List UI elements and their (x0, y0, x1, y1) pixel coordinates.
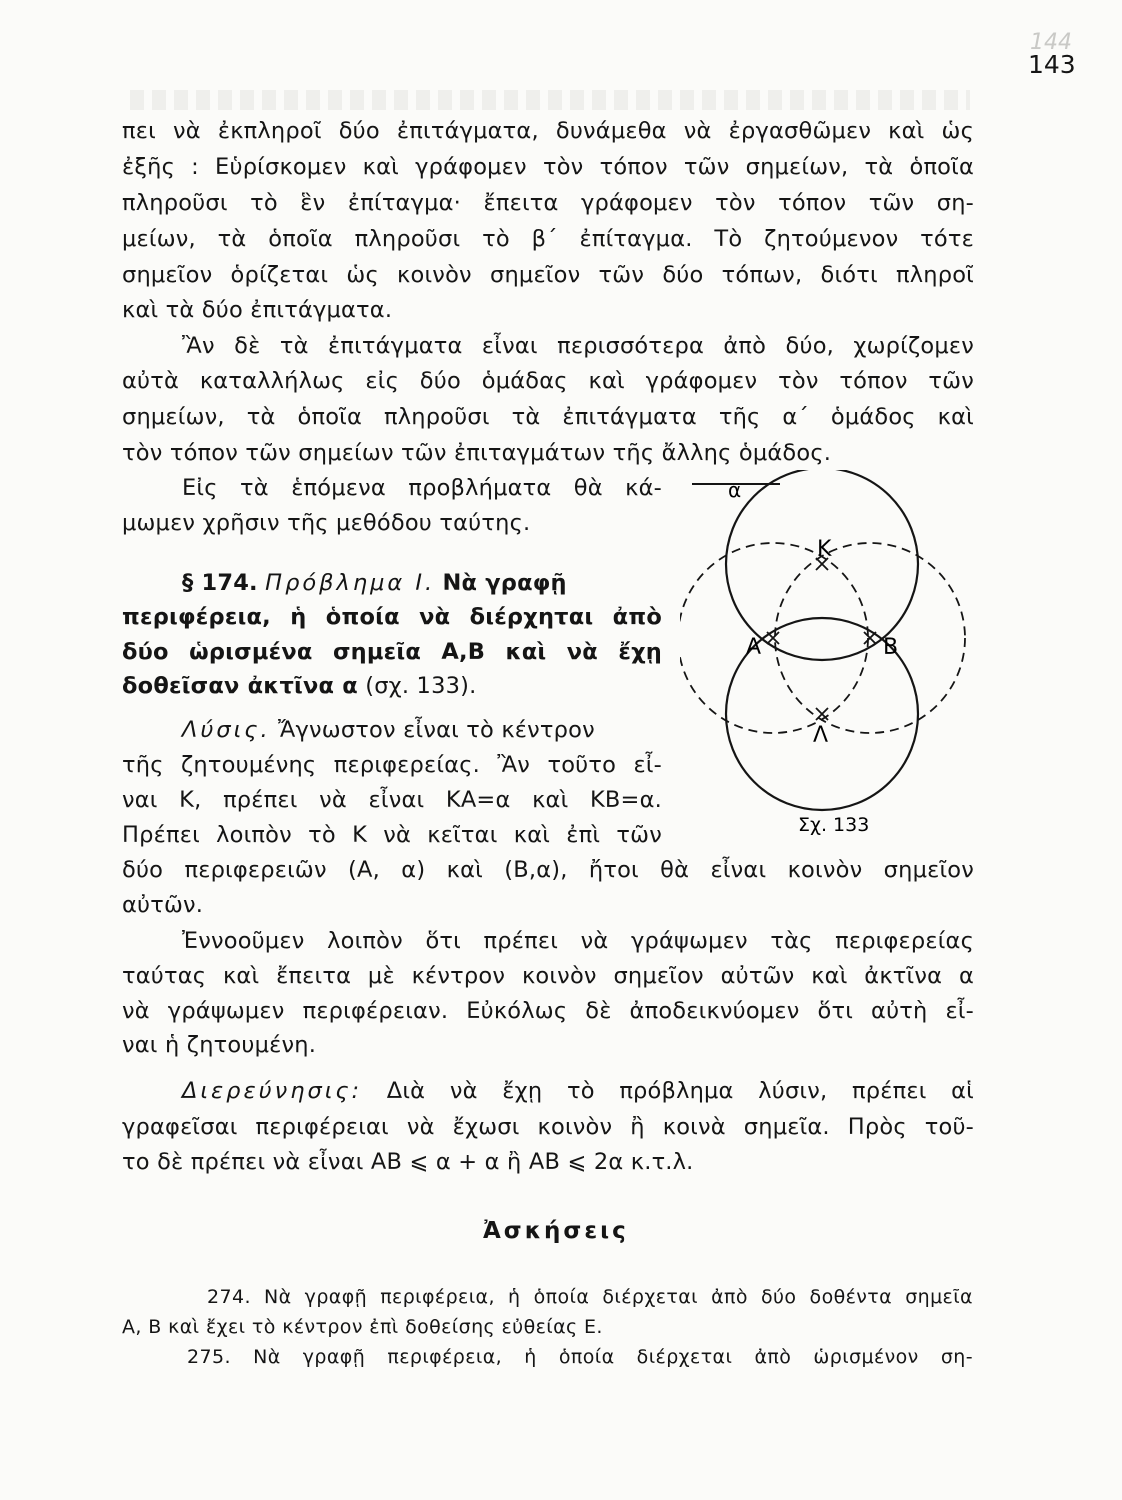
para4-line-4: ναι ἡ ζητουμένη. (122, 1032, 317, 1058)
para4-line-2: ταύτας καὶ ἔπειτα μὲ κέντρον κοινὸν σημεῖον αὐτῶν καὶ ἀκτῖνα α (122, 963, 974, 989)
para1-line-1: πει νὰ ἐκπληροῖ δύο ἐπιτάγματα, δυνάμεθα νὰ ἐργασθῶμεν καὶ ὡς (122, 118, 974, 144)
label-a: Α (746, 635, 762, 660)
radius-label: α (728, 478, 742, 502)
label-l: Λ (813, 723, 829, 748)
para3-line-2: μωμεν χρῆσιν τῆς μεθόδου ταύτης. (122, 510, 531, 536)
problem-text-1: Νὰ γραφῇ (442, 570, 567, 596)
discussion-line-2: γραφεῖσαι περιφέρειαι νὰ ἔχωσι κοινὸν ἢ κοινὰ σημεῖα. Πρὸς τοῦ- (122, 1114, 974, 1140)
para1-line-3: πληροῦσι τὸ ἓν ἐπίταγμα· ἔπειτα γράφομεν τὸν τόπον τῶν ση- (122, 190, 974, 216)
figure-reference: (σχ. 133). (365, 673, 477, 699)
para1-line-2: ἐξῆς : Εὑρίσκομεν καὶ γράφομεν τὸν τόπον τῶν σημείων, τὰ ὁποῖα (122, 154, 974, 180)
figure-133 (680, 470, 970, 850)
solution-text-1: Ἄγνωστον εἶναι τὸ κέντρον (278, 717, 595, 743)
discussion-label: Διερεύνησις: (182, 1078, 363, 1104)
solution-line-3: ναι Κ, πρέπει νὰ εἶναι ΚΑ=α καὶ ΚΒ=α. (122, 787, 662, 813)
para2-line-4: τὸν τόπον τῶν σημείων τῶν ἐπιταγμάτων τῆς ἄλλης ὁμάδος. (122, 440, 832, 466)
point-l-mark (816, 708, 828, 720)
para3-line-1: Εἰς τὰ ἑπόμενα προβλήματα θὰ κά- (182, 475, 662, 501)
section-number: § 174. (182, 570, 258, 596)
bleed-page-number: 144 (1030, 30, 1072, 55)
solution-line-6: αὐτῶν. (122, 892, 204, 918)
para4-line-1: Ἐννοοῦμεν λοιπὸν ὅτι πρέπει νὰ γράψωμεν τὰς περιφερείας (182, 928, 974, 954)
page-number: 143 (1028, 50, 1076, 79)
discussion-line-3: το δὲ πρέπει νὰ εἶναι ΑΒ ⩽ α + α ἢ ΑΒ ⩽ 2α κ.τ.λ. (122, 1149, 694, 1175)
exercise-274-line-1: 274. Νὰ γραφῇ περιφέρεια, ἡ ὁποία διέρχεται ἀπὸ δύο δοθέντα σημεῖα (207, 1286, 973, 1308)
solution-line-1 (182, 715, 595, 745)
problem-line-1 (182, 568, 662, 598)
label-b: Β (883, 635, 899, 660)
exercises-heading: Ἀσκήσεις (483, 1218, 629, 1244)
para1-line-5: σημεῖον ὁρίζεται ὡς κοινὸν σημεῖον τῶν δύο τόπων, διότι πληροῖ (122, 262, 974, 288)
problem-label: Πρόβλημα Ι. (265, 570, 436, 596)
discussion-line-1 (182, 1076, 974, 1106)
para1-line-6: καὶ τὰ δύο ἐπιτάγματα. (122, 297, 393, 323)
show-through-texture (130, 90, 970, 110)
exercise-274-line-2: Α, Β καὶ ἔχει τὸ κέντρον ἐπὶ δοθείσης εὐθείας Ε. (122, 1316, 603, 1338)
point-a-mark (767, 632, 779, 644)
exercise-275-line-1: 275. Νὰ γραφῇ περιφέρεια, ἡ ὁποία διέρχεται ἀπὸ ὡρισμένον ση- (187, 1346, 973, 1368)
problem-line-3: δύο ὡρισμένα σημεῖα Α,Β καὶ νὰ ἔχῃ (122, 639, 662, 665)
para2-line-3: σημείων, τὰ ὁποῖα πληροῦσι τὰ ἐπιτάγματα τῆς α΄ ὁμάδος καὶ (122, 404, 974, 430)
solution-label: Λύσις. (182, 717, 271, 743)
solution-line-2: τῆς ζητουμένης περιφερείας. Ἂν τοῦτο εἶ- (122, 752, 662, 778)
para2-line-2: αὐτὰ καταλλήλως εἰς δύο ὁμάδας καὶ γράφομεν τὸν τόπον τῶν (122, 368, 974, 394)
para2-line-1: Ἂν δὲ τὰ ἐπιτάγματα εἶναι περισσότερα ἀπὸ δύο, χωρίζομεν (182, 333, 974, 359)
label-k: Κ (817, 537, 832, 562)
problem-line-4 (122, 671, 476, 701)
para4-line-3: νὰ γράψωμεν περιφέρειαν. Εὐκόλως δὲ ἀποδεικνύομεν ὅτι αὐτὴ εἶ- (122, 998, 974, 1024)
solution-line-4: Πρέπει λοιπὸν τὸ Κ νὰ κεῖται καὶ ἐπὶ τῶν (122, 822, 662, 848)
figure-caption: Σχ. 133 (798, 814, 870, 836)
point-b-mark (864, 632, 876, 644)
para1-line-4: μείων, τὰ ὁποῖα πληροῦσι τὸ β΄ ἐπίταγμα. Τὸ ζητούμενον τότε (122, 226, 974, 252)
discussion-text-1: Διὰ νὰ ἔχῃ τὸ πρόβλημα λύσιν, πρέπει αἱ (386, 1078, 974, 1104)
problem-line-2: περιφέρεια, ἡ ὁποία νὰ διέρχηται ἀπὸ (122, 604, 662, 630)
solution-line-5: δύο περιφερειῶν (Α, α) καὶ (Β,α), ἤτοι θὰ εἶναι κοινὸν σημεῖον (122, 857, 974, 883)
problem-text-4: δοθεῖσαν ἀκτῖνα α (122, 673, 358, 699)
